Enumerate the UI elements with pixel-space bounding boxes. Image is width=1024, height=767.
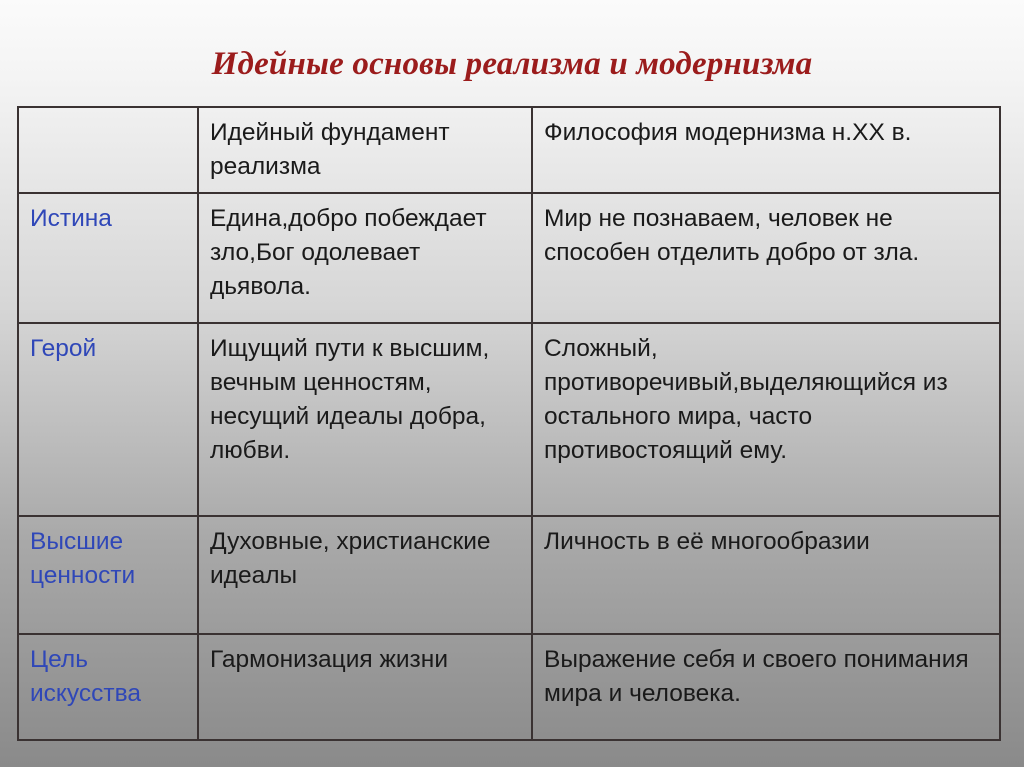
realism-cell: Гармонизация жизни [198,634,532,740]
table-header-row [18,107,1000,193]
table-row [18,516,1000,634]
row-label-cell: Истина [18,193,198,323]
realism-cell: Едина,добро побеждает зло,Бог одолевает дьявола. [198,193,532,323]
modernism-cell: Личность в её многообразии [532,516,1000,634]
row-label-cell: Герой [18,323,198,516]
row-label-cell: Высшие ценности [18,516,198,634]
slide-title: Идейные основы реализма и модернизма [211,46,813,82]
row-label-cell: Цель искусства [18,634,198,740]
table-row [18,634,1000,740]
realism-cell: Духовные, христианские идеалы [198,516,532,634]
header-realism-cell: Идейный фундамент реализма [198,107,532,193]
modernism-cell: Мир не познаваем, человек не способен отделить добро от зла. [532,193,1000,323]
table-row [18,193,1000,323]
modernism-cell: Сложный, противоречивый,выделяющийся из остального мира, часто противостоящий ему. [532,323,1000,516]
realism-cell: Ищущий пути к высшим, вечным ценностям, несущий идеалы добра, любви. [198,323,532,516]
header-modernism-cell: Философия модернизма н.XX в. [532,107,1000,193]
comparison-table [17,106,1001,741]
modernism-cell: Выражение себя и своего понимания мира и человека. [532,634,1000,740]
table-row [18,323,1000,516]
header-corner-cell [18,107,198,193]
